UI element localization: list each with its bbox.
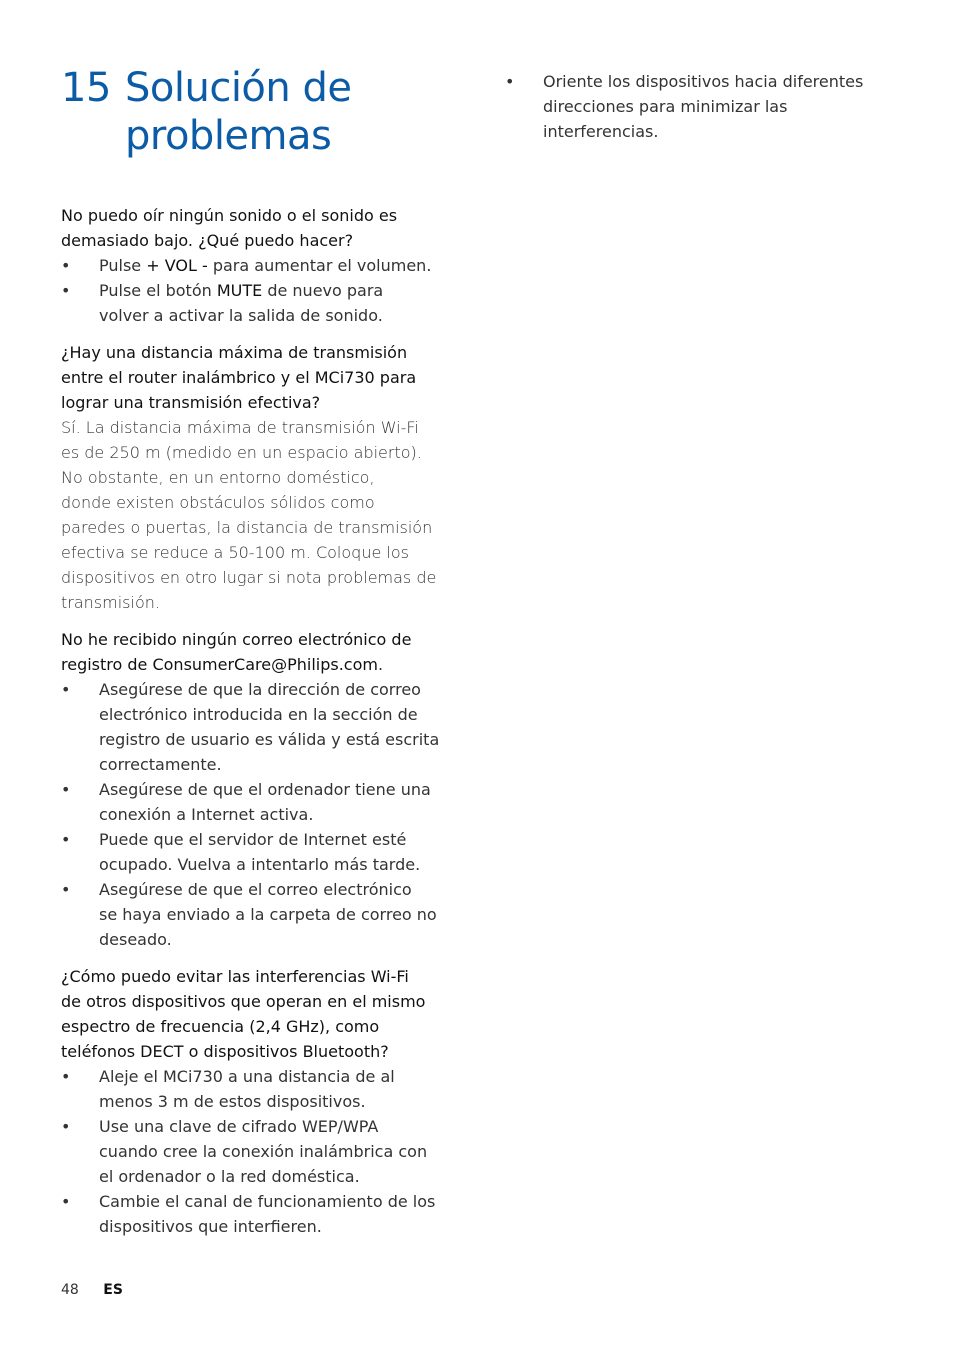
list-item: • Asegúrese de que el ordenador tiene una conexión a Internet activa. xyxy=(61,780,431,824)
faq-question: No he recibido ningún correo electrónico de registro de ConsumerCare@Philips.com. xyxy=(61,630,412,674)
chapter-number: 15 xyxy=(61,65,111,111)
faq-max-distance xyxy=(61,340,451,615)
page-footer xyxy=(61,1280,123,1300)
faq-answer-list xyxy=(61,677,451,952)
faq-question: ¿Hay una distancia máxima de transmisión entre el router inalámbrico y el MCi730 para lograr una transmisión efectiva? xyxy=(61,343,417,412)
faq-answer-list-continued xyxy=(505,69,895,144)
faq-answer-list xyxy=(61,253,451,328)
language-code: ES xyxy=(103,1282,123,1298)
list-item: • Pulse + VOL - para aumentar el volumen. xyxy=(61,256,432,275)
faq-wifi-interference xyxy=(61,964,451,1239)
right-column xyxy=(505,69,895,144)
faq-no-sound xyxy=(61,203,451,328)
faq-answer-list xyxy=(61,1064,451,1239)
left-column xyxy=(61,64,451,1239)
list-item: • Use una clave de cifrado WEP/WPA cuando cree la conexión inalámbrica con el ordenador o la red doméstica. xyxy=(61,1117,428,1186)
list-item: • Oriente los dispositivos hacia diferentes direcciones para minimizar las interferencias. xyxy=(505,72,864,141)
list-item: • Pulse el botón MUTE de nuevo para volver a activar la salida de sonido. xyxy=(61,281,384,325)
page-number: 48 xyxy=(61,1282,79,1298)
list-item: • Cambie el canal de funcionamiento de los dispositivos que interfieren. xyxy=(61,1192,436,1236)
faq-answer: Sí. La distancia máxima de transmisión Wi-Fi es de 250 m (medido en un espacio abierto). No obstante, en un entorno doméstico, donde existen obstáculos sólidos como paredes o puertas, la distancia de transmisión efectiva se reduce a 50-100 m. Coloque los dispositivos en otro lugar si nota problemas de transmisión. xyxy=(61,418,437,612)
list-item: • Asegúrese de que la dirección de correo electrónico introducida en la sección de registro de usuario es válida y está escrita correctamente. xyxy=(61,680,440,774)
faq-registration-email xyxy=(61,627,451,952)
list-item: • Puede que el servidor de Internet esté ocupado. Vuelva a intentarlo más tarde. xyxy=(61,830,421,874)
chapter-title-text: Solución de problemas xyxy=(125,65,352,159)
faq-question: ¿Cómo puedo evitar las interferencias Wi-Fi de otros dispositivos que operan en el mismo espectro de frecuencia (2,4 GHz), como teléfonos DECT o dispositivos Bluetooth? xyxy=(61,967,426,1061)
chapter-title xyxy=(61,64,451,160)
list-item: • Asegúrese de que el correo electrónico se haya enviado a la carpeta de correo no deseado. xyxy=(61,880,437,949)
list-item: • Aleje el MCi730 a una distancia de al menos 3 m de estos dispositivos. xyxy=(61,1067,395,1111)
faq-question: No puedo oír ningún sonido o el sonido es demasiado bajo. ¿Qué puedo hacer? xyxy=(61,206,398,250)
